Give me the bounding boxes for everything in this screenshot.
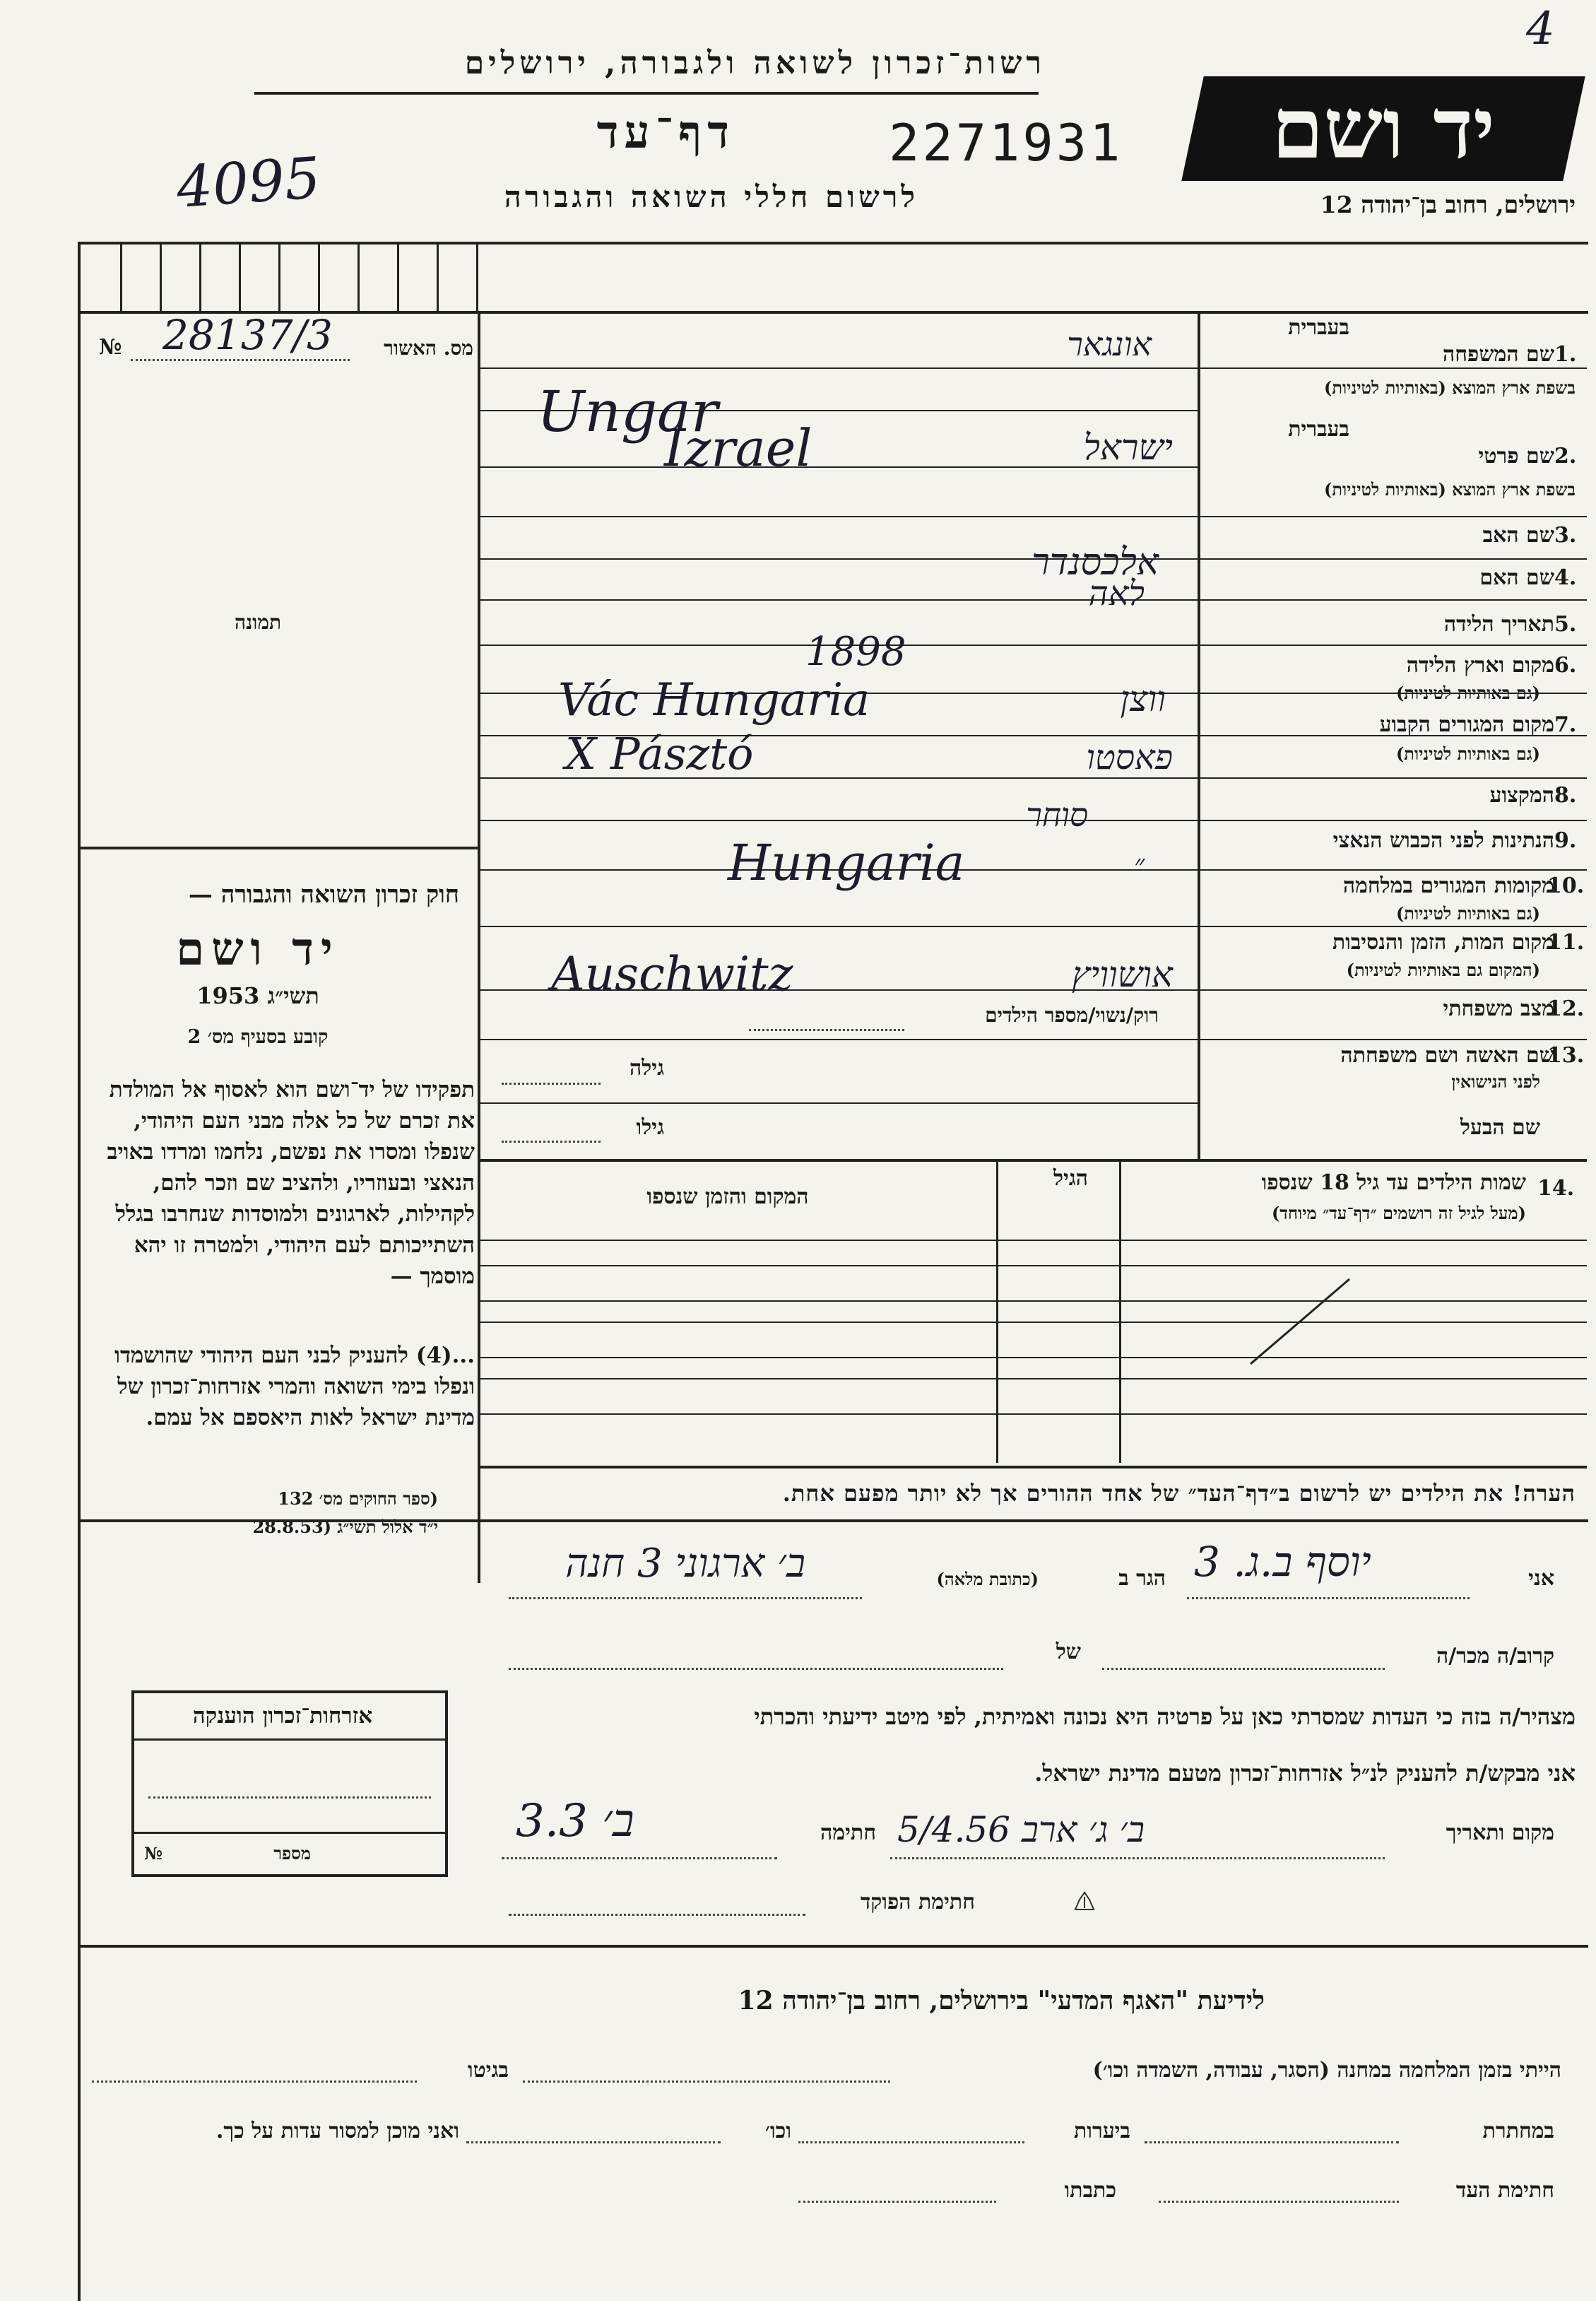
- footer-title: לידיעת "האגף המדעי" בירושלים, רחוב בן־יהודה 12: [738, 1986, 1265, 2015]
- field-8-num: 8.: [1554, 783, 1577, 808]
- place-date-value: 5/4.56 ב׳ ג׳ ארב: [897, 1809, 1145, 1850]
- field-10-sub: (גם באותיות לטיניות): [1395, 903, 1540, 924]
- signature-value: 3.3 ב׳: [516, 1795, 634, 1847]
- field-2-sub: בשפת ארץ המוצא (באותיות לטיניות): [1324, 479, 1576, 500]
- husband-age-label: גילו: [636, 1115, 664, 1140]
- witness-address-label: כתבתו: [1064, 2178, 1116, 2203]
- note: הערה! את הילדים יש לרשום ב״דף־העד״ של אחד ההורים אך לא יותר מפעם אחת.: [782, 1480, 1576, 1507]
- law-ref-2: י״ד אלול תשי״ג (28.8.53: [252, 1517, 438, 1537]
- field-3-label: שם האב: [1482, 523, 1554, 548]
- law-text-1: תפקידו של יד־ושם הוא לאסוף אל המולדת את זכרם של כל אלה מבני העם היהודי, שנפלו ומסרו את נפשם, נלחמו ומרדו באויב הנאצי ובעוזריו, ולהציב שם וזכר להם, לקהילות, לארגונים ולמוסדות שנחרבו בגלל השתייכותם לעם היהודי, ולמטרה זו יהא מוסמך —: [107, 1077, 475, 1289]
- field-7-sub: (גם באותיות לטיניות): [1395, 743, 1540, 764]
- law-box-rule: [78, 847, 478, 849]
- ready-text: ואני מוכן למסור עדות על כך.: [215, 2119, 459, 2143]
- statement-1: מצהיר/ה בזה כי העדות שמסרתי כאן על פרטיה היא נכונה ואמיתית, לפי מיטב ידיעתי והכרתי: [754, 1703, 1576, 1730]
- field-7-num: 7.: [1554, 712, 1577, 737]
- field-1-value-he: אונגאר: [1067, 325, 1152, 363]
- statement-2: אני מבקש/ת להעניק לנ״ל אזרחות־זכרון מטעם מדינת ישראל.: [1034, 1760, 1576, 1787]
- logo-text: יד ושם: [1271, 79, 1496, 177]
- children-age-header: הגיל: [1053, 1166, 1088, 1191]
- memorial-citizenship-stamp: [131, 1690, 448, 1877]
- law-section: קובע בסעיף מס׳ 2: [187, 1026, 329, 1048]
- form-title: דף־עד: [596, 106, 735, 159]
- field-6-value-he: ווצן: [1120, 678, 1166, 719]
- field-3-value-he: אלכסנדר: [1032, 541, 1159, 584]
- stamp-number-label: מספר: [273, 1843, 311, 1864]
- field-5-value: 1898: [805, 629, 906, 675]
- approval-prefix: №: [99, 335, 122, 360]
- page-mark: 4: [1526, 3, 1555, 55]
- form-subtitle: לרשום חללי השואה והגבורה: [504, 180, 918, 214]
- field-5-num: 5.: [1554, 612, 1577, 637]
- field-4-label: שם האם: [1479, 565, 1554, 590]
- field-13-sub: לפני הנישואין: [1451, 1071, 1540, 1092]
- field-7-label: מקום המגורים הקבוע: [1379, 712, 1554, 737]
- field-13-label: שם האשה ושם משפחתה: [1340, 1043, 1554, 1068]
- field-11-sub: (המקום גם באותיות לטיניות): [1346, 960, 1540, 980]
- field-2-value-he: ישראל: [1083, 427, 1173, 468]
- place-date-label: מקום ותאריך: [1446, 1820, 1554, 1845]
- etc-label: וכו׳: [765, 2119, 791, 2143]
- field-7-value-latin: X Pásztó: [565, 728, 754, 779]
- approval-label: מס. האשור: [384, 336, 473, 360]
- ani-value: יוסף ב.ג. 3: [1194, 1538, 1371, 1586]
- handwritten-number: 4095: [175, 145, 323, 220]
- field-6-sub: (גם באותיות לטיניות): [1395, 683, 1540, 703]
- underground-label: במחתרת: [1482, 2119, 1554, 2143]
- field-11-value-latin: Auschwitz: [551, 947, 793, 1001]
- stamp-title: אזרחות־זכרון הוענקה: [192, 1703, 373, 1729]
- field-1-sub: בשפת ארץ המוצא (באותיות לטיניות): [1324, 377, 1576, 398]
- signature-label: חתימה: [820, 1820, 876, 1845]
- children-place-header: המקום והזמן שנספו: [646, 1184, 809, 1209]
- field-9-value-latin: Hungaria: [728, 834, 965, 892]
- photo-label: תמונה: [234, 611, 282, 634]
- children-num: 14.: [1537, 1176, 1575, 1201]
- field-2-hebrew-label: בעברית: [1288, 417, 1349, 442]
- header-rule: [254, 92, 1039, 95]
- field-8-label: המקצוע: [1489, 783, 1554, 808]
- cancel-stroke: [1243, 1272, 1356, 1371]
- field-11-num: 11.: [1547, 930, 1585, 955]
- field-1-label: שם המשפחה: [1442, 342, 1554, 367]
- stamp-number-prefix: №: [144, 1843, 163, 1864]
- field-1-num: 1.: [1554, 342, 1577, 367]
- field-11-value-he: אושוויץ: [1072, 954, 1173, 995]
- field-4-num: 4.: [1554, 565, 1577, 590]
- org-title: רשות־זכרון לשואה ולגבורה, ירושלים: [464, 45, 1046, 81]
- field-5-label: תאריך הלידה: [1443, 612, 1554, 637]
- serial-number: 2271931: [889, 113, 1123, 172]
- field-10-num: 10.: [1547, 873, 1585, 898]
- husband-label: שם הבעל: [1460, 1115, 1540, 1140]
- field-8-value-he: סוחר: [1026, 796, 1088, 834]
- field-13-num: 13.: [1547, 1043, 1585, 1068]
- of-label: של: [1056, 1640, 1081, 1664]
- law-title: חוק זכרון השואה והגבורה —: [188, 881, 459, 909]
- field-2-label: שם פרטי: [1478, 444, 1554, 469]
- children-title: שמות הילדים עד גיל 18 שנספו: [1261, 1170, 1526, 1195]
- field-12-num: 12.: [1547, 996, 1585, 1021]
- field-12-options: רוק/נשוי/מספר הילדים: [985, 1004, 1159, 1027]
- field-12-label: מצב משפחתי: [1443, 996, 1554, 1021]
- resides-label: הגר ב: [1118, 1566, 1166, 1591]
- ani-label: אני: [1528, 1566, 1554, 1591]
- field-9-num: 9.: [1554, 828, 1577, 853]
- clerk-signature-label: חתימת הפוקד: [860, 1890, 975, 1914]
- law-year: תשי״ג 1953: [196, 982, 319, 1009]
- field-11-label: מקום המות, הזמן והנסיבות: [1332, 930, 1554, 955]
- field-13-age-label: גילה: [629, 1056, 664, 1081]
- field-6-label: מקום וארץ הלידה: [1406, 653, 1554, 678]
- witness-signature-label: חתימת העד: [1455, 2178, 1554, 2203]
- field-9-label: הנתינות לפני הכבוש הנאצי: [1332, 828, 1554, 853]
- field-9-value-he: ״: [1134, 849, 1145, 881]
- field-4-value-he: לאה: [1088, 574, 1145, 613]
- field-6-num: 6.: [1554, 653, 1577, 678]
- header-address: ירושלים, רחוב בן־יהודה 12: [1320, 191, 1576, 218]
- field-10-label: מקומות המגורים במלחמה: [1342, 873, 1554, 898]
- field-1-hebrew-label: בעברית: [1288, 315, 1349, 340]
- camp-line: הייתי בזמן המלחמה במחנה (הסגר, עבודה, השמדה וכו׳): [1092, 2058, 1561, 2083]
- left-panel-rule: [478, 311, 480, 1583]
- field-3-num: 3.: [1554, 523, 1577, 548]
- field-6-value-latin: Vác Hungaria: [558, 674, 870, 726]
- yad-vashem-logo: [1181, 76, 1585, 181]
- address-value: ב׳ ארגוני 3 חנה: [565, 1541, 805, 1587]
- law-name: יד ושם: [176, 923, 340, 976]
- field-1-value-latin: Ungar: [537, 379, 719, 445]
- approval-value: 28137/3: [162, 311, 333, 359]
- stamp-mark-icon: [1074, 1891, 1095, 1912]
- full-address-label: (כתובת מלאה): [936, 1569, 1039, 1589]
- field-2-num: 2.: [1554, 444, 1577, 469]
- ghetto-label: בגיטו: [467, 2058, 509, 2083]
- forests-label: ביערות: [1073, 2119, 1130, 2143]
- relative-label: קרוב/ה מכר/ה: [1436, 1644, 1554, 1669]
- top-frame-rule: [78, 242, 1588, 245]
- field-7-value-he: פאסטו: [1086, 738, 1173, 777]
- law-ref-1: (ספר החוקים מס׳ 132: [278, 1488, 438, 1509]
- law-text-2: ...(4) להעניק לבני העם היהודי שהושמדו ונפלו בימי השואה והמרי אזרחות־זכרון של מדינת ישראל לאות היאספם אל עמם.: [114, 1343, 475, 1430]
- field-2-value-latin: Izrael: [664, 418, 812, 478]
- children-subtitle: (מעל לגיל זה רושמים ״דף־עד״ מיוחד): [1271, 1203, 1526, 1223]
